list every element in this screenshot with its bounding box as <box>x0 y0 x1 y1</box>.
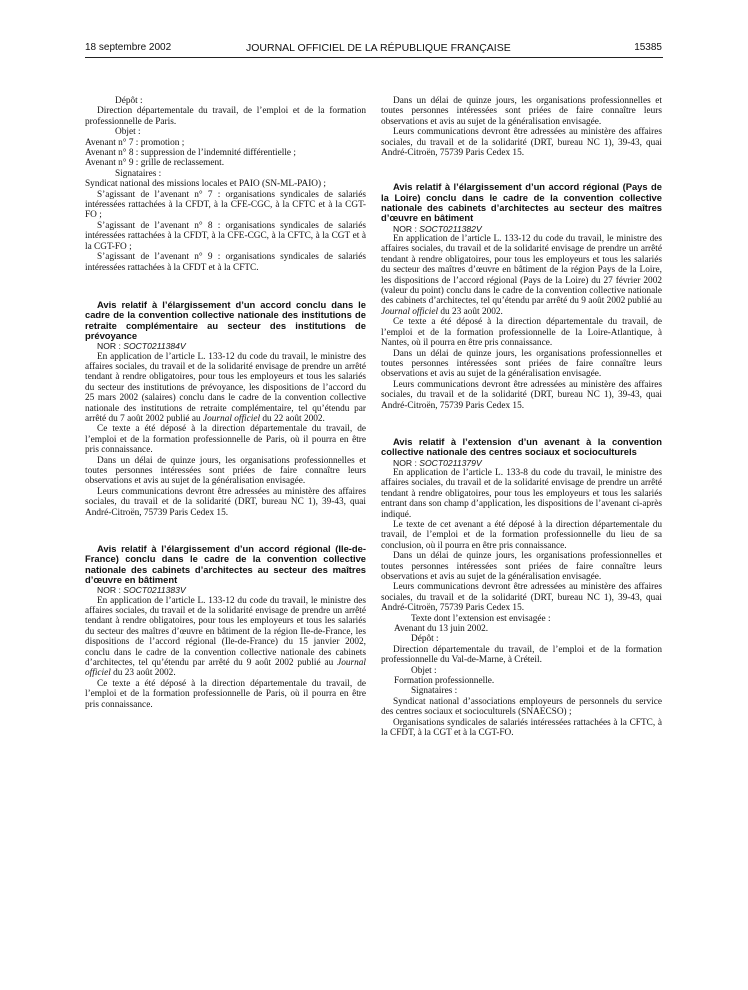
nor-line <box>381 224 662 234</box>
header-date: 18 septembre 2002 <box>85 42 172 53</box>
avis-paragraph <box>381 234 662 317</box>
signataire: Organisations syndicales de salariés intéressées rattachées à la CFTC, à la CFDT, à la CGT et à la CGT-FO. <box>381 717 662 739</box>
nor-code: SOCT0211382V <box>419 223 482 234</box>
avis-title: Avis relatif à l’élargissement d’un accord régional (Ile-de-France) conclu dans le cadre de la convention collective nationale des cabinets d’architectes au secteur des maîtres d’œuvre en bâtiment <box>85 543 366 585</box>
signataires-label: Signataires : <box>115 168 162 179</box>
paragraph-text: du 23 août 2002. <box>440 306 503 317</box>
depot-label: Dépôt : <box>115 96 143 106</box>
paragraph-text: du 23 août 2002. <box>113 668 176 679</box>
objet-text: Formation professionnelle. <box>394 676 495 687</box>
signataire: S’agissant de l’avenant n° 8 : organisations syndicales de salariés intéressées rattachées à la CFDT, à la CFE-CGC, à la CFTC, à la CGT et à la CGT-FO ; <box>85 220 366 252</box>
nor-line <box>381 458 662 468</box>
texte-label: Texte dont l’extension est envisagée : <box>411 613 551 624</box>
objet-item: Avenant n° 9 : grille de reclassement. <box>85 158 225 169</box>
depot-label: Dépôt : <box>411 634 439 645</box>
nor-code: SOCT0211379V <box>419 457 482 468</box>
avis-paragraph: Dans un délai de quinze jours, les organisations professionnelles et toutes personnes intéressées sont priées de faire connaître leurs observations et avis au sujet de la généralisation envisagée. <box>381 551 662 582</box>
avis-paragraph: Leurs communications devront être adressées au ministère des affaires sociales, du travail et de la solidarité (DRT, bureau NC 1), 39-43, quai André-Citroën, 75739 Paris Cedex 15. <box>381 127 662 159</box>
avis-paragraph: Le texte de cet avenant a été déposé à la direction départementale du travail, de l’emploi et de la formation professionnelle du lieu de sa conclusion, où il pourra en être pris connaissance. <box>381 519 662 551</box>
header-rule <box>85 57 663 58</box>
left-column <box>85 96 366 710</box>
nor-line <box>85 585 366 595</box>
avis-paragraph: Dans un délai de quinze jours, les organisations professionnelles et toutes personnes intéressées sont priées de faire connaître leurs observations et avis au sujet de la généralisation envisagée. <box>85 455 366 487</box>
avis-title: Avis relatif à l’extension d’un avenant à la convention collective nationale des centres sociaux et socioculturels <box>381 435 662 458</box>
journal-officiel-ref: Journal officiel <box>85 658 366 679</box>
avis-paragraph: Leurs communications devront être adressées au ministère des affaires sociales, du travail et de la solidarité (DRT, bureau NC 1), 39-43, quai André-Citroën, 75739 Paris Cedex 15. <box>381 379 662 411</box>
depot-text: Direction départementale du travail, de l’emploi et de la formation professionnelle du Val-de-Marne, à Créteil. <box>381 644 662 666</box>
signataire: S’agissant de l’avenant n° 7 : organisations syndicales de salariés intéressées rattachées à la CFDT, à la CFE-CGC, à la CFTC et à la CGT-FO ; <box>85 189 366 221</box>
paragraph-text: En application de l’article L. 133-12 du code du travail, le ministre des affaires sociales, du travail et de la solidarité envisage de prendre un arrêté tendant à rendre obligatoires, pour tous les employeurs et tous les salariés du secteur des maîtres d’œuvre en bâtiment de la région Ile-de-France, les dispositions de l’accord régional (Ile-de-France) du 15 janvier 2002, conclu dans le cadre de la convention collective nationale des cabinets d’architectes, tel qu’étendu par arrêté du 9 août 2002 publié au <box>85 595 366 669</box>
nor-label: NOR : <box>97 341 121 352</box>
nor-code: SOCT0211384V <box>123 341 186 352</box>
signataire: Syndicat national des missions locales et PAIO (SN-ML-PAIO) ; <box>85 179 327 190</box>
paragraph-text: du 22 août 2002. <box>262 413 325 424</box>
avis-paragraph: Dans un délai de quinze jours, les organisations professionnelles et toutes personnes intéressées sont priées de faire connaître leurs observations et avis au sujet de la généralisation envisagée. <box>381 348 662 380</box>
avis-paragraph <box>85 596 366 679</box>
right-column <box>381 96 662 739</box>
nor-label: NOR : <box>97 585 121 596</box>
paragraph-text: En application de l’article L. 133-12 du code du travail, le ministre des affaires sociales, du travail et de la solidarité envisage de prendre un arrêté tendant à rendre obligatoires, pour tous les employeurs et tous les salariés du secteur des maîtres d’œuvre en bâtiment de la région Pays de la Loire, les dispositions de l’accord régional (Pays de la Loire) du 27 février 2002 (valeur du point) conclu dans le cadre de la convention collective nationale des cabinets d’architectes, tel qu’étendu par arrêté du 9 août 2002 publié au <box>381 234 662 307</box>
avis-paragraph <box>85 352 366 425</box>
objet-label: Objet : <box>115 127 141 138</box>
avis-paragraph: Ce texte a été déposé à la direction départementale du travail, de l’emploi et de la formation professionnelle de Paris, où il pourra en être pris connaissance. <box>85 678 366 710</box>
signataire: S’agissant de l’avenant n° 9 : organisations syndicales de salariés intéressées rattachées à la CFDT et à la CFTC. <box>85 252 366 273</box>
depot-text: Direction départementale du travail, de l’emploi et de la formation professionnelle de Paris. <box>85 106 366 127</box>
header-title: JOURNAL OFFICIEL DE LA RÉPUBLIQUE FRANÇAISE <box>246 42 511 54</box>
objet-item: Avenant n° 7 : promotion ; <box>85 137 185 148</box>
avis-title: Avis relatif à l’élargissement d’un accord conclu dans le cadre de la convention collective nationale des institutions de retraite complémentaire au secteur des institutions de prévoyance <box>85 298 366 341</box>
journal-officiel-ref: Journal officiel <box>381 306 439 317</box>
nor-line <box>85 341 366 351</box>
journal-officiel-ref: Journal officiel <box>203 413 261 424</box>
avenant-date: Avenant du 13 juin 2002. <box>394 624 489 635</box>
header-page-number: 15385 <box>634 42 662 53</box>
signataires-label: Signataires : <box>411 686 458 697</box>
avis-paragraph: Leurs communications devront être adressées au ministère des affaires sociales, du travail et de la solidarité (DRT, bureau NC 1), 39-43, quai André-Citroën, 75739 Paris Cedex 15. <box>381 582 662 614</box>
avis-paragraph: Ce texte a été déposé à la direction départementale du travail, de l’emploi et de la formation professionnelle de Paris, où il pourra en être pris connaissance. <box>85 424 366 456</box>
objet-label: Objet : <box>411 665 437 676</box>
objet-item: Avenant n° 8 : suppression de l’indemnité différentielle ; <box>85 148 296 159</box>
nor-label: NOR : <box>393 457 417 468</box>
nor-code: SOCT0211383V <box>123 585 186 596</box>
avis-paragraph: Dans un délai de quinze jours, les organisations professionnelles et toutes personnes intéressées sont priées de faire connaître leurs observations et avis au sujet de la généralisation envisagée. <box>381 96 662 127</box>
nor-label: NOR : <box>393 223 417 234</box>
avis-title: Avis relatif à l’élargissement d’un accord régional (Pays de la Loire) conclu dans le cadre de la convention collective nationale des cabinets d’architectes au secteur des maîtres d’œuvre en bâtiment <box>381 181 662 224</box>
avis-paragraph: Leurs communications devront être adressées au ministère des affaires sociales, du travail et de la solidarité (DRT, bureau NC 1), 39-43, quai André-Citroën, 75739 Paris Cedex 15. <box>85 486 366 518</box>
avis-paragraph: En application de l’article L. 133-8 du code du travail, le ministre des affaires sociales, du travail et de la solidarité envisage de prendre un arrêté tendant à rendre obligatoires, pour tous les employeurs et tous les salariés entrant dans son champ d’application, les dispositions de l’avenant ci-après indiqué. <box>381 467 662 520</box>
paragraph-text: En application de l’article L. 133-12 du code du travail, le ministre des affaires sociales, du travail et de la solidarité envisage de prendre un arrêté tendant à rendre obligatoires, pour tous les employeurs et tous les salariés du secteur des institutions de prévoyance, les dispositions de l’accord du 25 mars 2002 (salaires) conclu dans le cadre de la convention collective nationale des institutions de retraite complémentaire, tel qu’étendu par arrêté du 7 août 2002 publié au <box>85 351 366 424</box>
avis-paragraph: Ce texte a été déposé à la direction départementale du travail, de l’emploi et de la formation professionnelle de la Loire-Atlantique, à Nantes, où il pourra en être pris connaissance. <box>381 317 662 349</box>
signataire: Syndicat national d’associations employeurs de personnels du service des centres sociaux et socioculturels (SNAECSO) ; <box>381 696 662 718</box>
